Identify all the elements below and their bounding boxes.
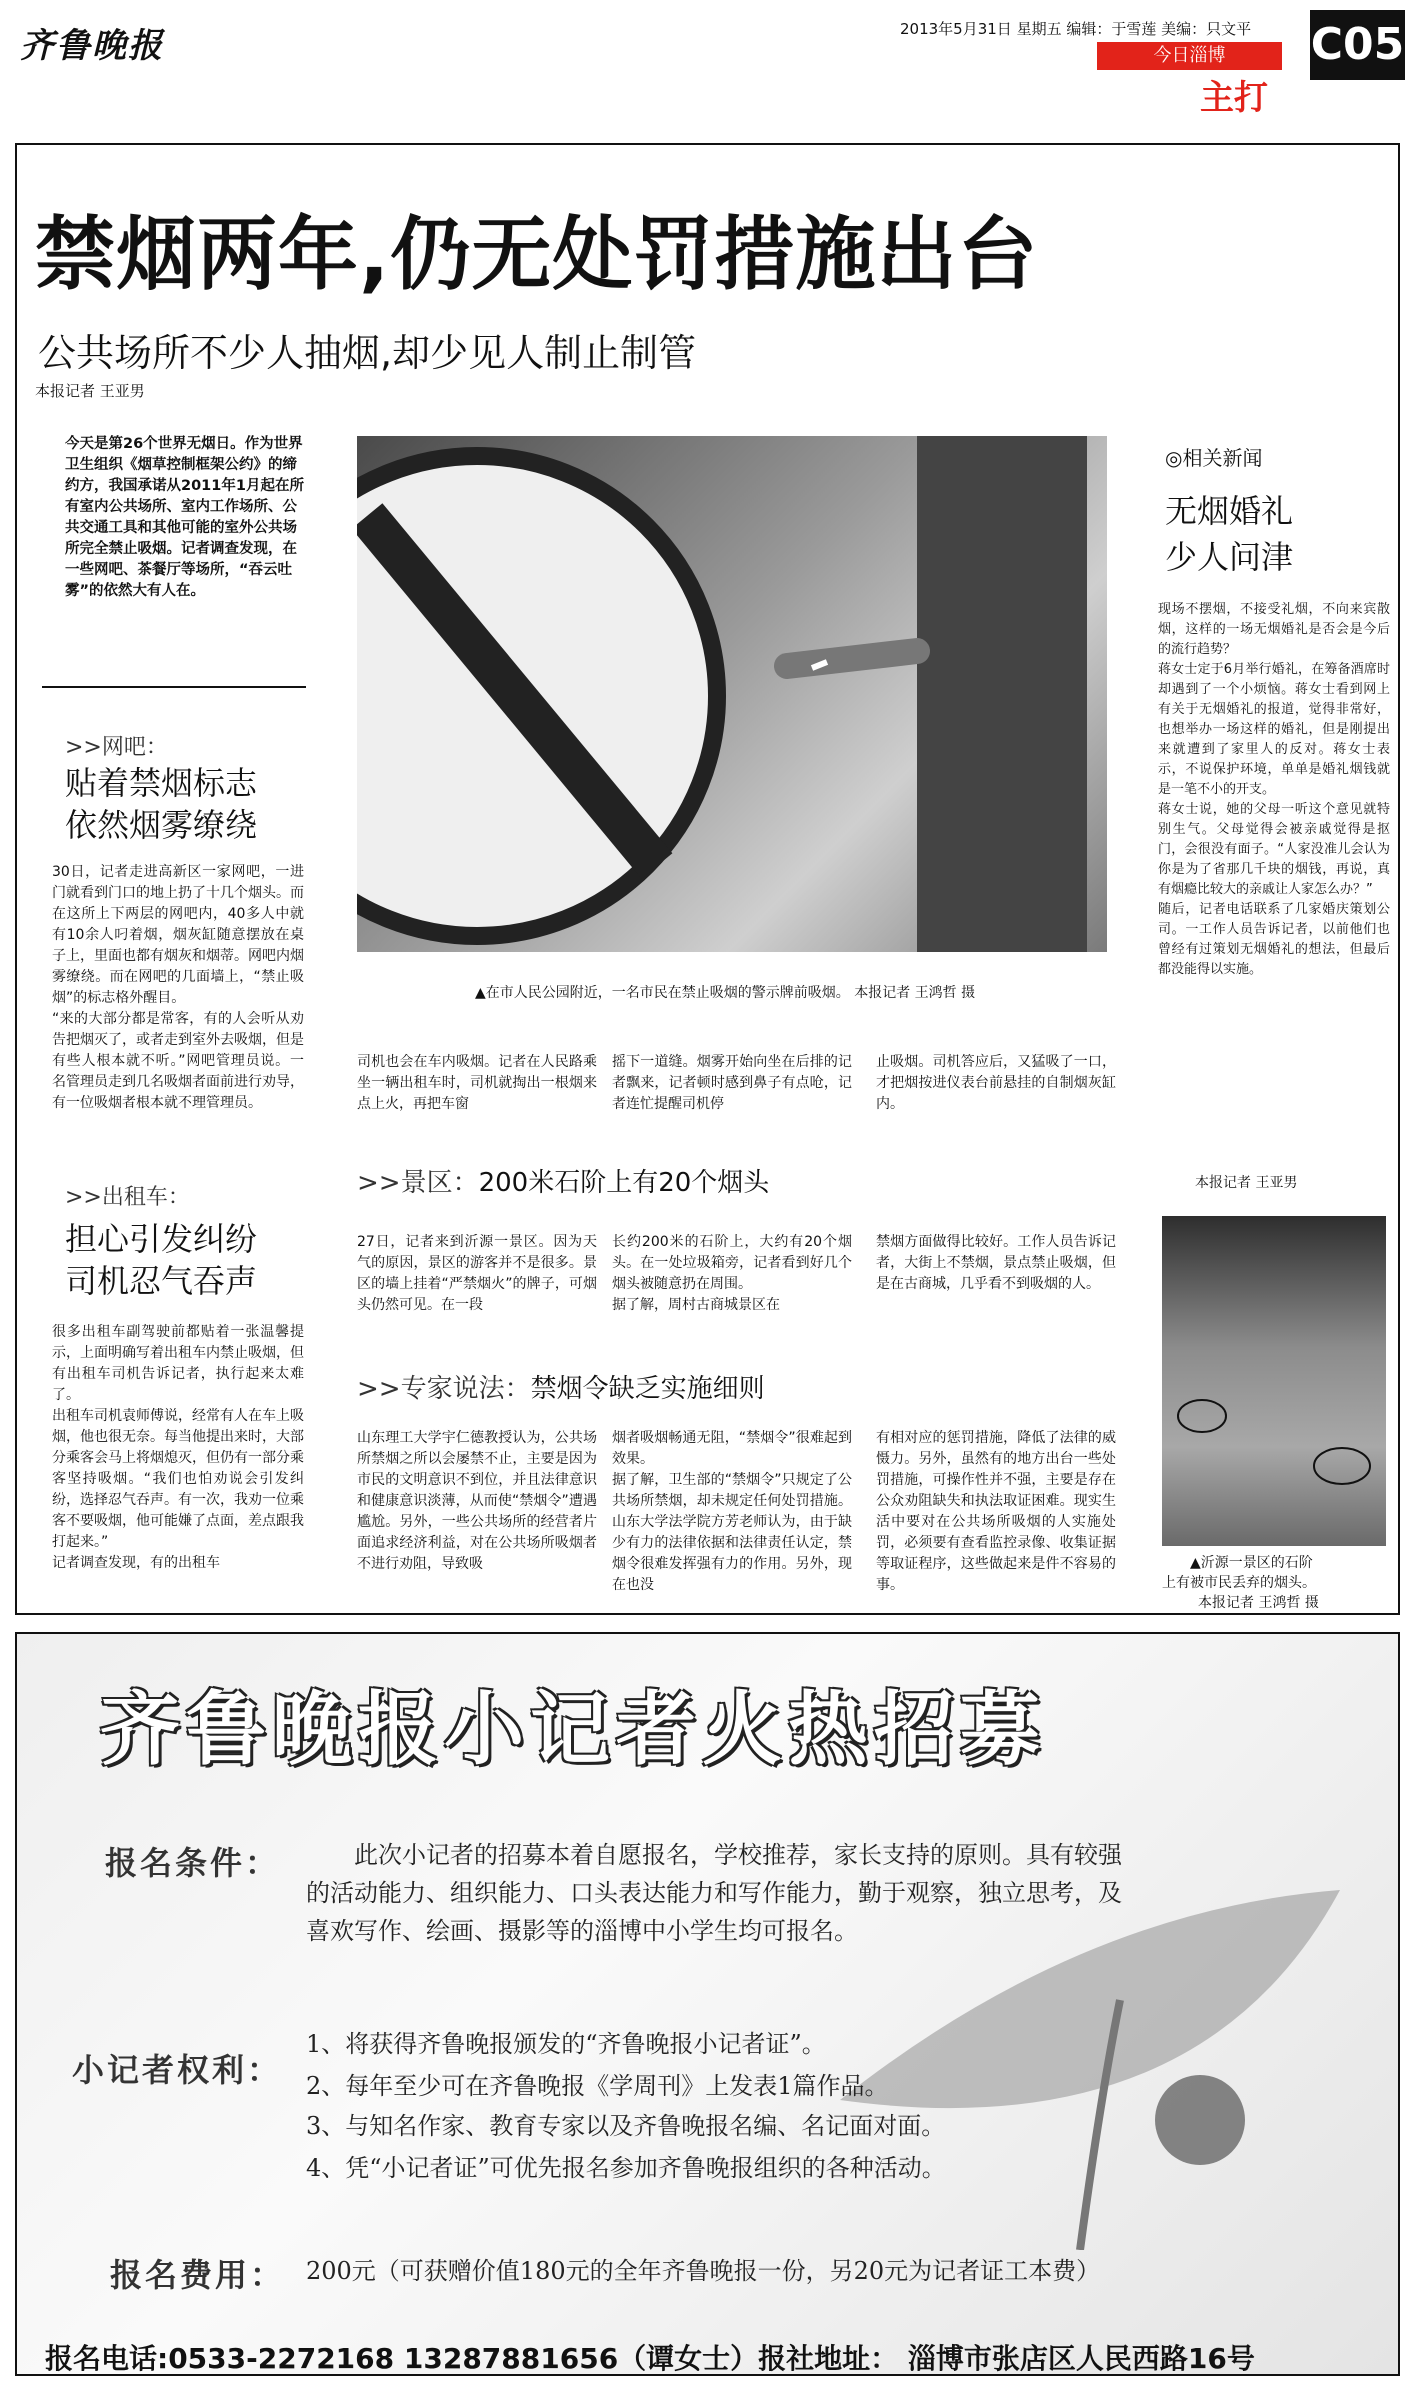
sec3-title: 200米石阶上有20个烟头: [478, 1168, 770, 1198]
photo2-caption-line2: 上有被市民丢弃的烟头。: [1162, 1575, 1316, 1591]
steps-photo-art: [1162, 1216, 1386, 1546]
steps-photo: [1162, 1216, 1386, 1546]
divider: [42, 686, 306, 688]
sec4-col3: 有相对应的惩罚措施，降低了法律的威慑力。另外，虽然有的地方出台一些处罚措施，可操作性并不强，主要是存在公众劝阻缺失和执法取证困难。现实生活中要对在公共场所吸烟的人实施处罚，必须要有查看监控录像、收集证据等取证程序，这些做起来是件不容易的事。: [876, 1430, 1116, 1593]
sec3-kicker: >>景区：: [357, 1168, 479, 1198]
person-silhouette: [917, 436, 1087, 952]
subheadline: 公共场所不少人抽烟,却少见人制止制管: [38, 331, 697, 375]
sec3-col2: 长约200米的石阶上，大约有20个烟头。在一处垃圾箱旁，记者看到好几个烟头被随意扔在周围。 据了解，周村古商城景区在: [612, 1234, 852, 1313]
ad-contact: 报名电话:0533-2272168 13287881656（谭女士）报社地址： 淄博市张店区人民西路16号: [45, 2342, 1255, 2375]
ad-right-1: 1、将获得齐鲁晚报颁发的“齐鲁晚报小记者证”。: [306, 2030, 826, 2058]
sec4-heading: [357, 1368, 765, 1405]
related-title-line2: 少人问津: [1165, 538, 1294, 576]
photo2-byline: 本报记者 王鸿哲 摄: [1198, 1595, 1319, 1611]
related-news-header: ◎相关新闻: [1165, 446, 1263, 470]
ad-fee-label: 报名费用：: [110, 2256, 286, 2294]
sec2-title-line2: 司机忍气吞声: [65, 1262, 258, 1300]
mid-col3: 止吸烟。司机答应后，又猛吸了一口，才把烟按进仪表台前悬挂的自制烟灰缸内。: [876, 1054, 1116, 1112]
sec4-col2: 烟者吸烟畅通无阻，“禁烟令”很难起到效果。 据了解，卫生部的“禁烟令”只规定了公共场所禁烟，却未规定任何处罚措施。山东大学法学院方芳老师认为，由于缺少有力的法律依据和法律责任认定，禁烟令很难发挥强有力的作用。另外，现在也没: [612, 1430, 852, 1593]
masthead: 齐鲁晚报: [20, 26, 164, 66]
page-number: C05: [1310, 10, 1405, 80]
mid-col1: 司机也会在车内吸烟。记者在人民路乘坐一辆出租车时，司机就掏出一根烟来点上火，再把车窗: [357, 1054, 597, 1112]
smoker-photo: [357, 436, 1107, 952]
ad-right-3: 3、与知名作家、教育专家以及齐鲁晚报名编、名记面对面。: [306, 2112, 946, 2140]
ad-conditions-text: 此次小记者的招募本着自愿报名，学校推荐，家长支持的原则。具有较强的活动能力、组织能力、口头表达能力和写作能力，勤于观察，独立思考，及喜欢写作、绘画、摄影等的淄博中小学生均可报名。: [306, 1841, 1122, 1945]
related-body: 现场不摆烟，不接受礼烟，不向来宾散烟，这样的一场无烟婚礼是否会是今后的流行趋势？ 蒋女士定于6月举行婚礼，在筹备酒席时却遇到了一个小烦恼。蒋女士看到网上有关于无烟婚礼的报道，觉得非常好，也想举办一场这样的婚礼，但是刚提出来就遭到了家里人的反对。蒋女士表示，不说保护环境，单单是婚礼烟钱就是一笔不小的开支。 蒋女士说，她的父母一听这个意见就特别生气。父母觉得会被亲戚觉得是抠门，会很没有面子。“人家没准儿会认为你是为了省那几千块的烟钱，再说，真有烟瘾比较大的亲戚让人家怎么办？” 随后，记者电话联系了几家婚庆策划公司。一工作人员告诉记者，以前他们也曾经有过策划无烟婚礼的想法，但最后都没能得以实施。: [1158, 602, 1390, 977]
sec4-kicker: >>专家说法：: [357, 1374, 531, 1404]
section-title: 主打: [1200, 78, 1268, 118]
photo2-caption-line1: ▲沂源一景区的石阶: [1190, 1555, 1313, 1571]
ad-title: 齐鲁晚报小记者火热招募: [100, 1683, 1046, 1776]
issue-meta: 2013年5月31日 星期五 编辑：于雪莲 美编：只文平: [900, 20, 1252, 38]
girl-figure: [1155, 2075, 1245, 2165]
arm: [787, 651, 917, 666]
sec1-body: 30日，记者走进高新区一家网吧，一进门就看到门口的地上扔了十几个烟头。而在这所上下两层的网吧内，40多人中就有10余人叼着烟，烟灰缸随意摆放在桌子上，里面也都有烟灰和烟蒂。网吧内烟雾缭绕。而在网吧的几面墙上，“禁止吸烟”的标志格外醒目。 “来的大部分都是常客，有的人会听从劝告把烟灭了，或者走到室外去吸烟，但是有些人根本就不听。”网吧管理员说。一名管理员走到几名吸烟者面前进行劝导，有一位吸烟者根本就不理管理员。: [52, 864, 304, 1111]
related-title-line1: 无烟婚礼: [1165, 492, 1294, 530]
sec2-title-line1: 担心引发纠纷: [65, 1220, 258, 1258]
cigarette-circle-1: [1178, 1400, 1226, 1432]
sec4-title: 禁烟令缺乏实施细则: [530, 1374, 765, 1404]
sec1-title-line2: 依然烟雾缭绕: [65, 806, 258, 844]
sec3-col1: 27日，记者来到沂源一景区。因为天气的原因，景区的游客并不是很多。景区的墙上挂着“严禁烟火”的牌子，可烟头仍然可见。在一段: [357, 1234, 597, 1313]
ad-right-2: 2、每年至少可在齐鲁晚报《学周刊》上发表1篇作品。: [306, 2072, 889, 2100]
cigarette-circle-2: [1314, 1448, 1370, 1484]
ad-right-4: 4、凭“小记者证”可优先报名参加齐鲁晚报组织的各种活动。: [306, 2154, 946, 2182]
sec3-heading: [357, 1162, 769, 1199]
section-tag: 今日淄博: [1097, 42, 1282, 70]
sec2-body: 很多出租车副驾驶前都贴着一张温馨提示，上面明确写着出租车内禁止吸烟，但有出租车司机告诉记者，执行起来太难了。 出租车司机袁师傅说，经常有人在车上吸烟，他也很无奈。每当他提出来时，大部分乘客会马上将烟熄灭，但仍有一部分乘客坚持吸烟。“我们也怕劝说会引发纠纷，选择忍气吞声。有一次，我劝一位乘客不要吸烟，他可能嫌了点面，差点跟我打起来。” 记者调查发现，有的出租车: [52, 1324, 304, 1571]
sec1-title-line1: 贴着禁烟标志: [65, 764, 258, 802]
photo1-caption: ▲在市人民公园附近，一名市民在禁止吸烟的警示牌前吸烟。 本报记者 王鸿哲 摄: [475, 985, 976, 1001]
sec3-col3: 禁烟方面做得比较好。工作人员告诉记者，大街上不禁烟，景点禁止吸烟，但是在古商城，几乎看不到吸烟的人。: [876, 1234, 1116, 1292]
sec1-kicker: >>网吧：: [65, 735, 168, 760]
related-byline: 本报记者 王亚男: [1195, 1175, 1298, 1191]
ad-conditions-label: 报名条件：: [105, 1844, 281, 1882]
sec4-col1: 山东理工大学宇仁德教授认为，公共场所禁烟之所以会屡禁不止，主要是因为市民的文明意识不到位，并且法律意识和健康意识淡薄，从而使“禁烟令”遭遇尴尬。另外，一些公共场所的经营者片面追求经济利益，对在公共场所吸烟者不进行劝阻，导致吸: [357, 1430, 597, 1572]
headline: 禁烟两年,仍无处罚措施出台: [35, 208, 1039, 301]
byline: 本报记者 王亚男: [35, 382, 145, 400]
sec2-kicker: >>出租车：: [65, 1185, 190, 1210]
ad-rights-label: 小记者权利：: [72, 2051, 283, 2089]
lead-paragraph: 今天是第26个世界无烟日。作为世界卫生组织《烟草控制框架公约》的缔约方，我国承诺从2011年1月起在所有室内公共场所、室内工作场所、公共交通工具和其他可能的室外公共场所完全禁止吸烟。记者调查发现，在一些网吧、茶餐厅等场所，“吞云吐雾”的依然大有人在。: [65, 436, 304, 599]
mid-col2: 摇下一道缝。烟雾开始向坐在后排的记者飘来，记者顿时感到鼻子有点呛，记者连忙提醒司机停: [612, 1054, 852, 1112]
ad-fee-text: 200元（可获赠价值180元的全年齐鲁晚报一份，另20元为记者证工本费）: [306, 2257, 1101, 2285]
smoker-photo-art: [357, 436, 1107, 952]
